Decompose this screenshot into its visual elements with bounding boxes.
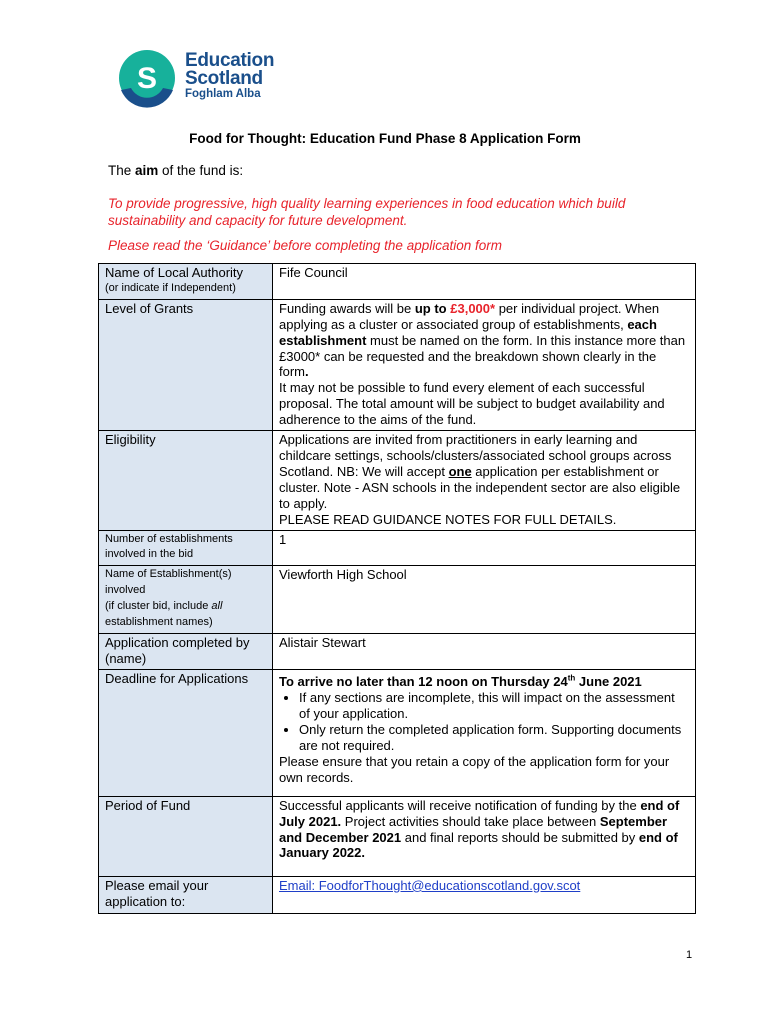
table-row bbox=[99, 669, 696, 796]
num-establishments-label: Number of establishments involved in the bid bbox=[99, 530, 273, 566]
eligibility-text-3: PLEASE READ GUIDANCE NOTES FOR FULL DETAILS. bbox=[279, 511, 617, 527]
grants-amount: £3,000* bbox=[450, 300, 496, 316]
aim-bold: aim bbox=[135, 163, 159, 178]
aim-statement: To provide progressive, high quality learning experiences in food education which build sustainability and capacity for future development. bbox=[108, 196, 626, 228]
page-number: 1 bbox=[686, 949, 693, 961]
establishment-names-label-2 bbox=[105, 599, 266, 631]
establishment-names-label-2b: establishment names) bbox=[105, 616, 213, 629]
grants-label: Level of Grants bbox=[99, 299, 273, 430]
eligibility-label: Eligibility bbox=[99, 431, 273, 530]
table-row bbox=[99, 633, 696, 669]
local-authority-label-cell bbox=[99, 264, 273, 300]
local-authority-field[interactable]: Fife Council bbox=[273, 264, 696, 300]
grants-text-4: It may not be possible to fund every element of each successful proposal. The total amount will be subject to budget availability and adherence to the aims of the fund. bbox=[279, 380, 665, 428]
local-authority-label: Name of Local Authority bbox=[105, 265, 244, 280]
email-link[interactable]: Email: FoodforThought@educationscotland.gov.scot bbox=[279, 877, 581, 893]
logo-line-3: Foghlam Alba bbox=[185, 88, 261, 100]
grants-bold-3: . bbox=[305, 364, 309, 380]
table-row bbox=[99, 876, 696, 913]
deadline-label: Deadline for Applications bbox=[99, 669, 273, 796]
deadline-note: Please ensure that you retain a copy of the application form for your own records. bbox=[279, 753, 670, 785]
num-establishments-field[interactable]: 1 bbox=[273, 530, 696, 566]
table-row bbox=[99, 264, 696, 300]
logo-mark-letter: S bbox=[136, 62, 158, 95]
list-item: • Only return the completed application form. Supporting documents are not required. bbox=[299, 722, 689, 754]
table-row bbox=[99, 566, 696, 634]
deadline-headline-a: To arrive no later than 12 noon on Thursday 24 bbox=[279, 674, 568, 690]
eligibility-one: one bbox=[448, 463, 472, 479]
aim-suffix: of the fund is: bbox=[158, 163, 244, 178]
grants-bold-1: up to bbox=[414, 300, 451, 316]
application-form-table bbox=[98, 263, 696, 914]
deadline-headline-sup: th bbox=[567, 673, 576, 683]
logo-line-2: Scotland bbox=[185, 68, 263, 89]
grants-text-1: Funding awards will be bbox=[279, 300, 415, 316]
grants-text bbox=[273, 299, 696, 430]
deadline-bullets bbox=[279, 690, 689, 754]
aim-intro bbox=[108, 163, 243, 178]
guidance-note: Please read the ‘Guidance’ before completing the application form bbox=[108, 238, 502, 253]
eligibility-text-2: application per establishment or cluster. Note - ASN schools in the independent sector are also eligible to apply. bbox=[279, 463, 681, 511]
list-item: • If any sections are incomplete, this will impact on the assessment of your application. bbox=[299, 690, 689, 722]
eligibility-text-1: Applications are invited from practitioners in early learning and childcare settings, schools/clusters/associated school groups across Scotland. NB: We will accept bbox=[279, 432, 672, 479]
establishment-names-label-1: Name of Establishment(s) involved bbox=[105, 568, 232, 597]
table-row bbox=[99, 530, 696, 566]
table-row bbox=[99, 796, 696, 876]
deadline-headline-b: June 2021 bbox=[575, 674, 642, 690]
local-authority-sublabel: (or indicate if Independent) bbox=[105, 281, 236, 294]
deadline-headline bbox=[279, 674, 642, 689]
period-bold-3: end of January 2022. bbox=[279, 829, 678, 861]
eligibility-text bbox=[273, 431, 696, 530]
email-label: Please email your application to: bbox=[99, 876, 273, 913]
period-text-2: Project activities should take place between bbox=[341, 813, 600, 829]
table-row bbox=[99, 431, 696, 530]
page-title: Food for Thought: Education Fund Phase 8 Application Form bbox=[189, 131, 581, 146]
establishment-names-label bbox=[99, 566, 273, 634]
grants-bold-2: each establishment bbox=[279, 316, 657, 348]
grants-text-3: must be named on the form. In this instance more than £3000* can be requested and the breakdown shown clearly in the form bbox=[279, 332, 686, 380]
completed-by-field[interactable]: Alistair Stewart bbox=[273, 633, 696, 669]
education-scotland-logo bbox=[115, 48, 295, 108]
establishment-names-label-2i: all bbox=[211, 600, 223, 613]
establishment-names-label-2a: (if cluster bid, include bbox=[105, 600, 212, 613]
period-label: Period of Fund bbox=[99, 796, 273, 876]
period-bold-1: end of July 2021. bbox=[279, 797, 680, 829]
completed-by-label: Application completed by (name) bbox=[99, 633, 273, 669]
period-text-3: and final reports should be submitted by bbox=[401, 829, 639, 845]
period-bold-2: September and December 2021 bbox=[279, 813, 668, 845]
logo-line-1: Education bbox=[185, 50, 275, 71]
email-cell bbox=[273, 876, 696, 913]
deadline-text bbox=[273, 669, 696, 796]
table-row bbox=[99, 299, 696, 430]
logo-mark-icon bbox=[115, 48, 179, 108]
period-text-1: Successful applicants will receive notification of funding by the bbox=[279, 797, 641, 813]
grants-text-2: per individual project. When applying as a cluster or associated group of establishments, bbox=[279, 300, 660, 332]
establishment-names-field[interactable]: Viewforth High School bbox=[273, 566, 696, 634]
aim-prefix: The bbox=[108, 163, 136, 178]
period-text bbox=[273, 796, 696, 876]
